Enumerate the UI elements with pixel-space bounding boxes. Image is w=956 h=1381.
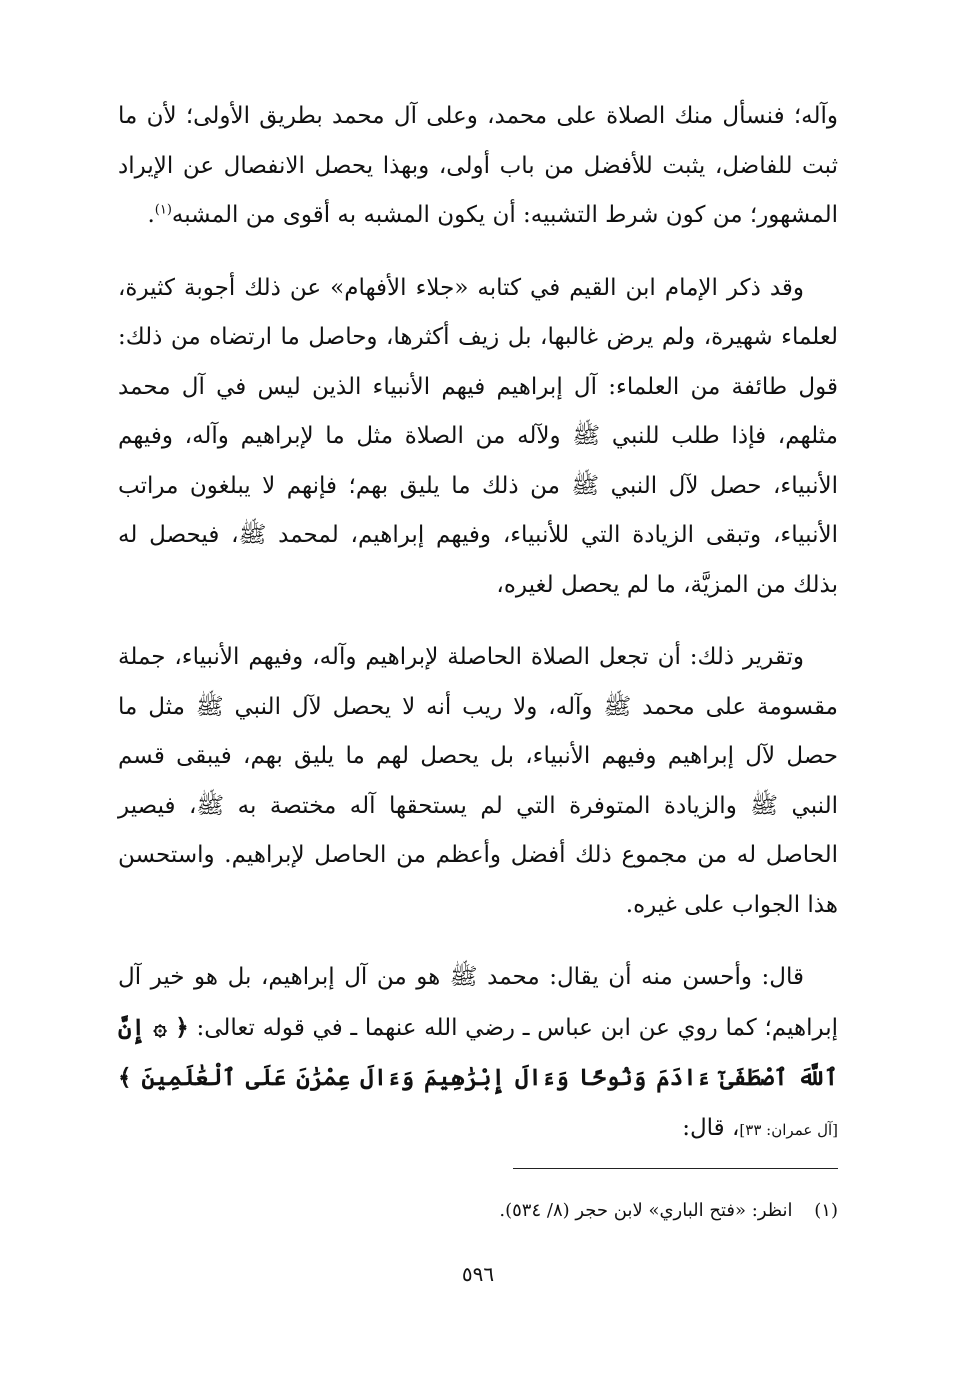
quran-reference: [آل عمران: ٣٣] — [739, 1120, 838, 1139]
quran-verse: ﴿ ۞ إِنَّ ٱللَّهَ ٱصْطَفَىٰٓ ءَادَمَ وَنُوحًا وَءَالَ إِبْرَٰهِيمَ وَءَالَ عِمْرَٰنَ عَلَى ٱلْعَٰلَمِينَ ﴾ — [118, 1013, 838, 1091]
paragraph-3 — [118, 633, 838, 930]
paragraph-2-text: وقد ذكر الإمام ابن القيم في كتابه «جلاء الأفهام» عن ذلك أجوبة كثيرة، لعلماء شهيرة، ولم يرض غالبها، بل زيف أكثرها، وحاصل ما ارتضاه من ذلك: قول طائفة من العلماء: آل إبراهيم فيهم الأنبياء الذين ليس في آل محمد مثلهم، فإذا طلب للنبي ﷺ ولآله من الصلاة مثل ما لإبراهيم وآله، وفيهم الأنبياء، حصل لآل النبي ﷺ من ذلك ما يليق بهم؛ فإنهم لا يبلغون مراتب الأنبياء، وتبقى الزيادة التي للأنبياء، وفيهم إبراهيم، لمحمد ﷺ، فيحصل له بذلك من المزيَّة، ما لم يحصل لغيره، — [118, 274, 838, 598]
paragraph-3-text: وتقرير ذلك: أن تجعل الصلاة الحاصلة لإبراهيم وآله، وفيهم الأنبياء، جملة مقسومة على محمد ﷺ وآله، ولا ريب أنه لا يحصل لآل النبي ﷺ مثل ما حصل لآل إبراهيم وفيهم الأنبياء، بل يحصل لهم ما يليق بهم، فيبقى قسم النبي ﷺ والزيادة المتوفرة التي لم يستحقها آله مختصة به ﷺ، فيصير الحاصل له من مجموع ذلك أفضل وأعظم من الحاصل لإبراهيم. واستحسن هذا الجواب على غيره. — [118, 644, 838, 918]
paragraph-4-text: قال: وأحسن منه أن يقال: محمد ﷺ هو من آل إبراهيم، بل هو خير آل إبراهيم؛ كما روي عن ابن عباس ـ رضي الله عنهما ـ في قوله تعالى: — [118, 964, 839, 1041]
page-number: ٥٩٦ — [461, 1262, 495, 1286]
paragraph-1-tail: . — [147, 202, 155, 228]
paragraph-2 — [118, 264, 838, 611]
footnote-divider — [513, 1168, 838, 1169]
paragraph-4-tail: ، قال: — [682, 1114, 740, 1141]
paragraph-4 — [118, 953, 838, 1155]
footnote-marker[interactable]: (١) — [154, 202, 172, 218]
paragraph-1 — [118, 92, 838, 241]
footnote-number: (١) — [814, 1200, 838, 1221]
paragraph-1-text: وآله؛ فنسأل منك الصلاة على محمد، وعلى آل محمد بطريق الأولى؛ لأن ما ثبت للفاضل، يثبت للأفضل من باب أولى، وبهذا يحصل الانفصال عن الإيراد المشهور؛ من كون شرط التشبيه: أن يكون المشبه به أقوى من المشبه — [118, 103, 838, 228]
footnote-text: انظر: «فتح الباري» لابن حجر (٨/ ٥٣٤). — [499, 1200, 793, 1221]
main-text — [118, 92, 838, 1178]
footnote — [118, 1196, 838, 1226]
